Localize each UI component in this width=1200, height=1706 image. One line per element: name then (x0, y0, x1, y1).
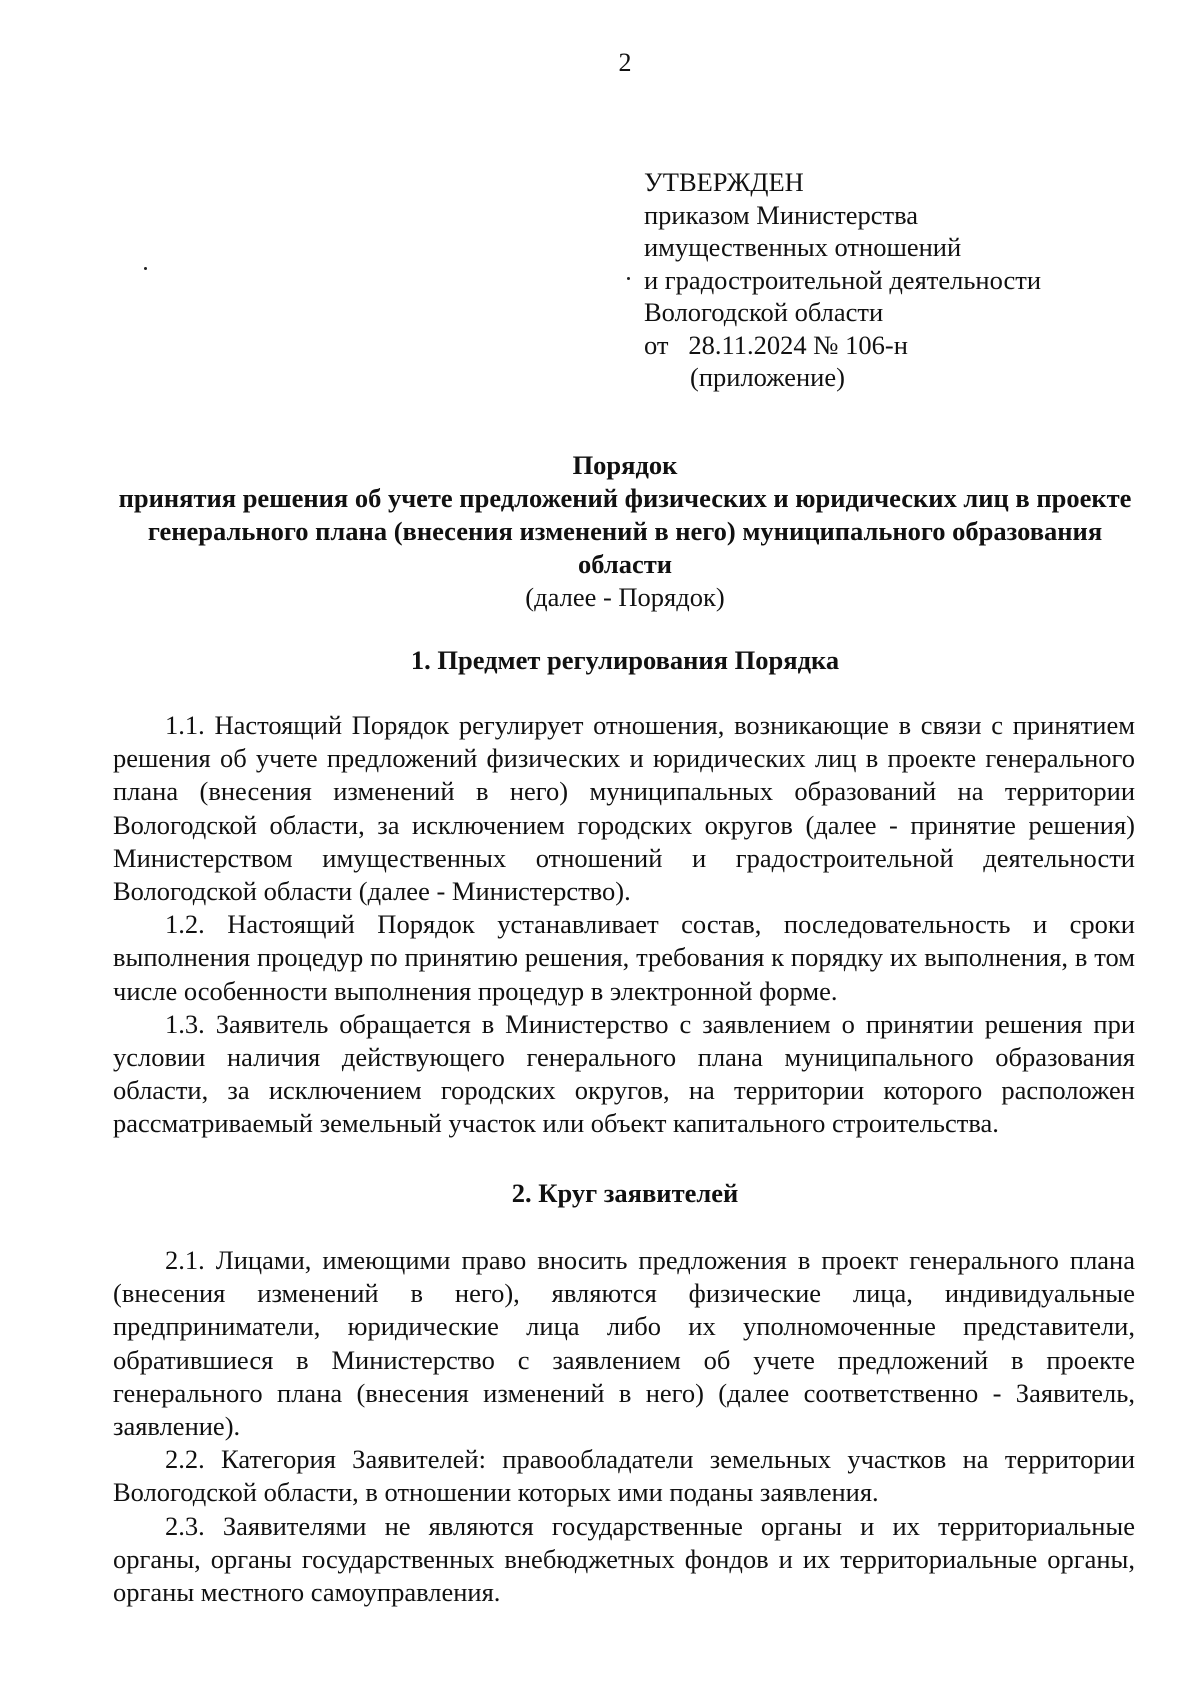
section-2-heading: 2. Круг заявителей (511, 1178, 739, 1208)
scan-speck-right (627, 277, 630, 280)
paragraph-1-1: 1.1. Настоящий Порядок регулирует отношения, возникающие в связи с принятием решения об учете предложений физических и юридических лиц в проекте генерального плана (внесения изменений в него) муниципальных образований на территории Вологодской области, за исключением городских округов (далее - принятие решения) Министерством имущественных отношений и градостроительной деятельности Вологодской области (далее - Министерство). (113, 710, 1135, 907)
section-1-heading: 1. Предмет регулирования Порядка (410, 645, 840, 675)
paragraph-2-1: 2.1. Лицами, имеющими право вносить предложения в проект генерального плана (внесения изменений в него), являются физические лица, индивидуальные предприниматели, юридические лица либо их уполномоченные представители, обратившиеся в Министерство с заявлением об учете предложений в проекте генерального плана (внесения изменений в него) (далее соответственно - Заявитель, заявление). (113, 1245, 1135, 1442)
scan-speck-left (144, 267, 147, 270)
approval-date: от 28.11.2024 № 106-н (644, 329, 908, 360)
approval-heading: УТВЕРЖДЕН (644, 167, 804, 197)
title-note: (далее - Порядок) (525, 582, 725, 612)
approval-line: приказом Министерства (644, 199, 919, 230)
page-number: 2 (618, 48, 632, 77)
section-1-body (113, 709, 1135, 1141)
approval-stamp (644, 166, 1041, 394)
paragraph-2-2: 2.2. Категория Заявителей: правообладатели земельных участков на территории Вологодской области, в отношении которых ими поданы заявления. (113, 1444, 1135, 1508)
paragraph-1-2: 1.2. Настоящий Порядок устанавливает состав, последовательность и сроки выполнения процедур по принятию решения, требования к порядку их выполнения, в том числе особенности выполнения процедур в электронной форме. (113, 909, 1135, 1006)
title-main: Порядок (572, 450, 678, 480)
approval-attachment: (приложение) (690, 362, 845, 392)
approval-line: имущественных отношений (644, 232, 962, 262)
document-title (100, 449, 1150, 614)
section-2-body (113, 1244, 1135, 1609)
paragraph-2-3: 2.3. Заявителями не являются государственные органы и их территориальные органы, органы государственных внебюджетных фондов и их территориальные органы, органы местного самоуправления. (113, 1510, 1135, 1608)
approval-line: и градостроительной деятельности (644, 264, 1042, 295)
approval-line: Вологодской области (644, 297, 884, 327)
title-subtitle: принятия решения об учете предложений физических и юридических лиц в проекте генерального плана (внесения изменений в него) муниципального образования области (118, 483, 1132, 579)
paragraph-1-3: 1.3. Заявитель обращается в Министерство с заявлением о принятии решения при условии наличия действующего генерального плана муниципального образования области, за исключением городских округов, на территории которого расположен рассматриваемый земельный участок или объект капитального строительства. (113, 1008, 1135, 1139)
